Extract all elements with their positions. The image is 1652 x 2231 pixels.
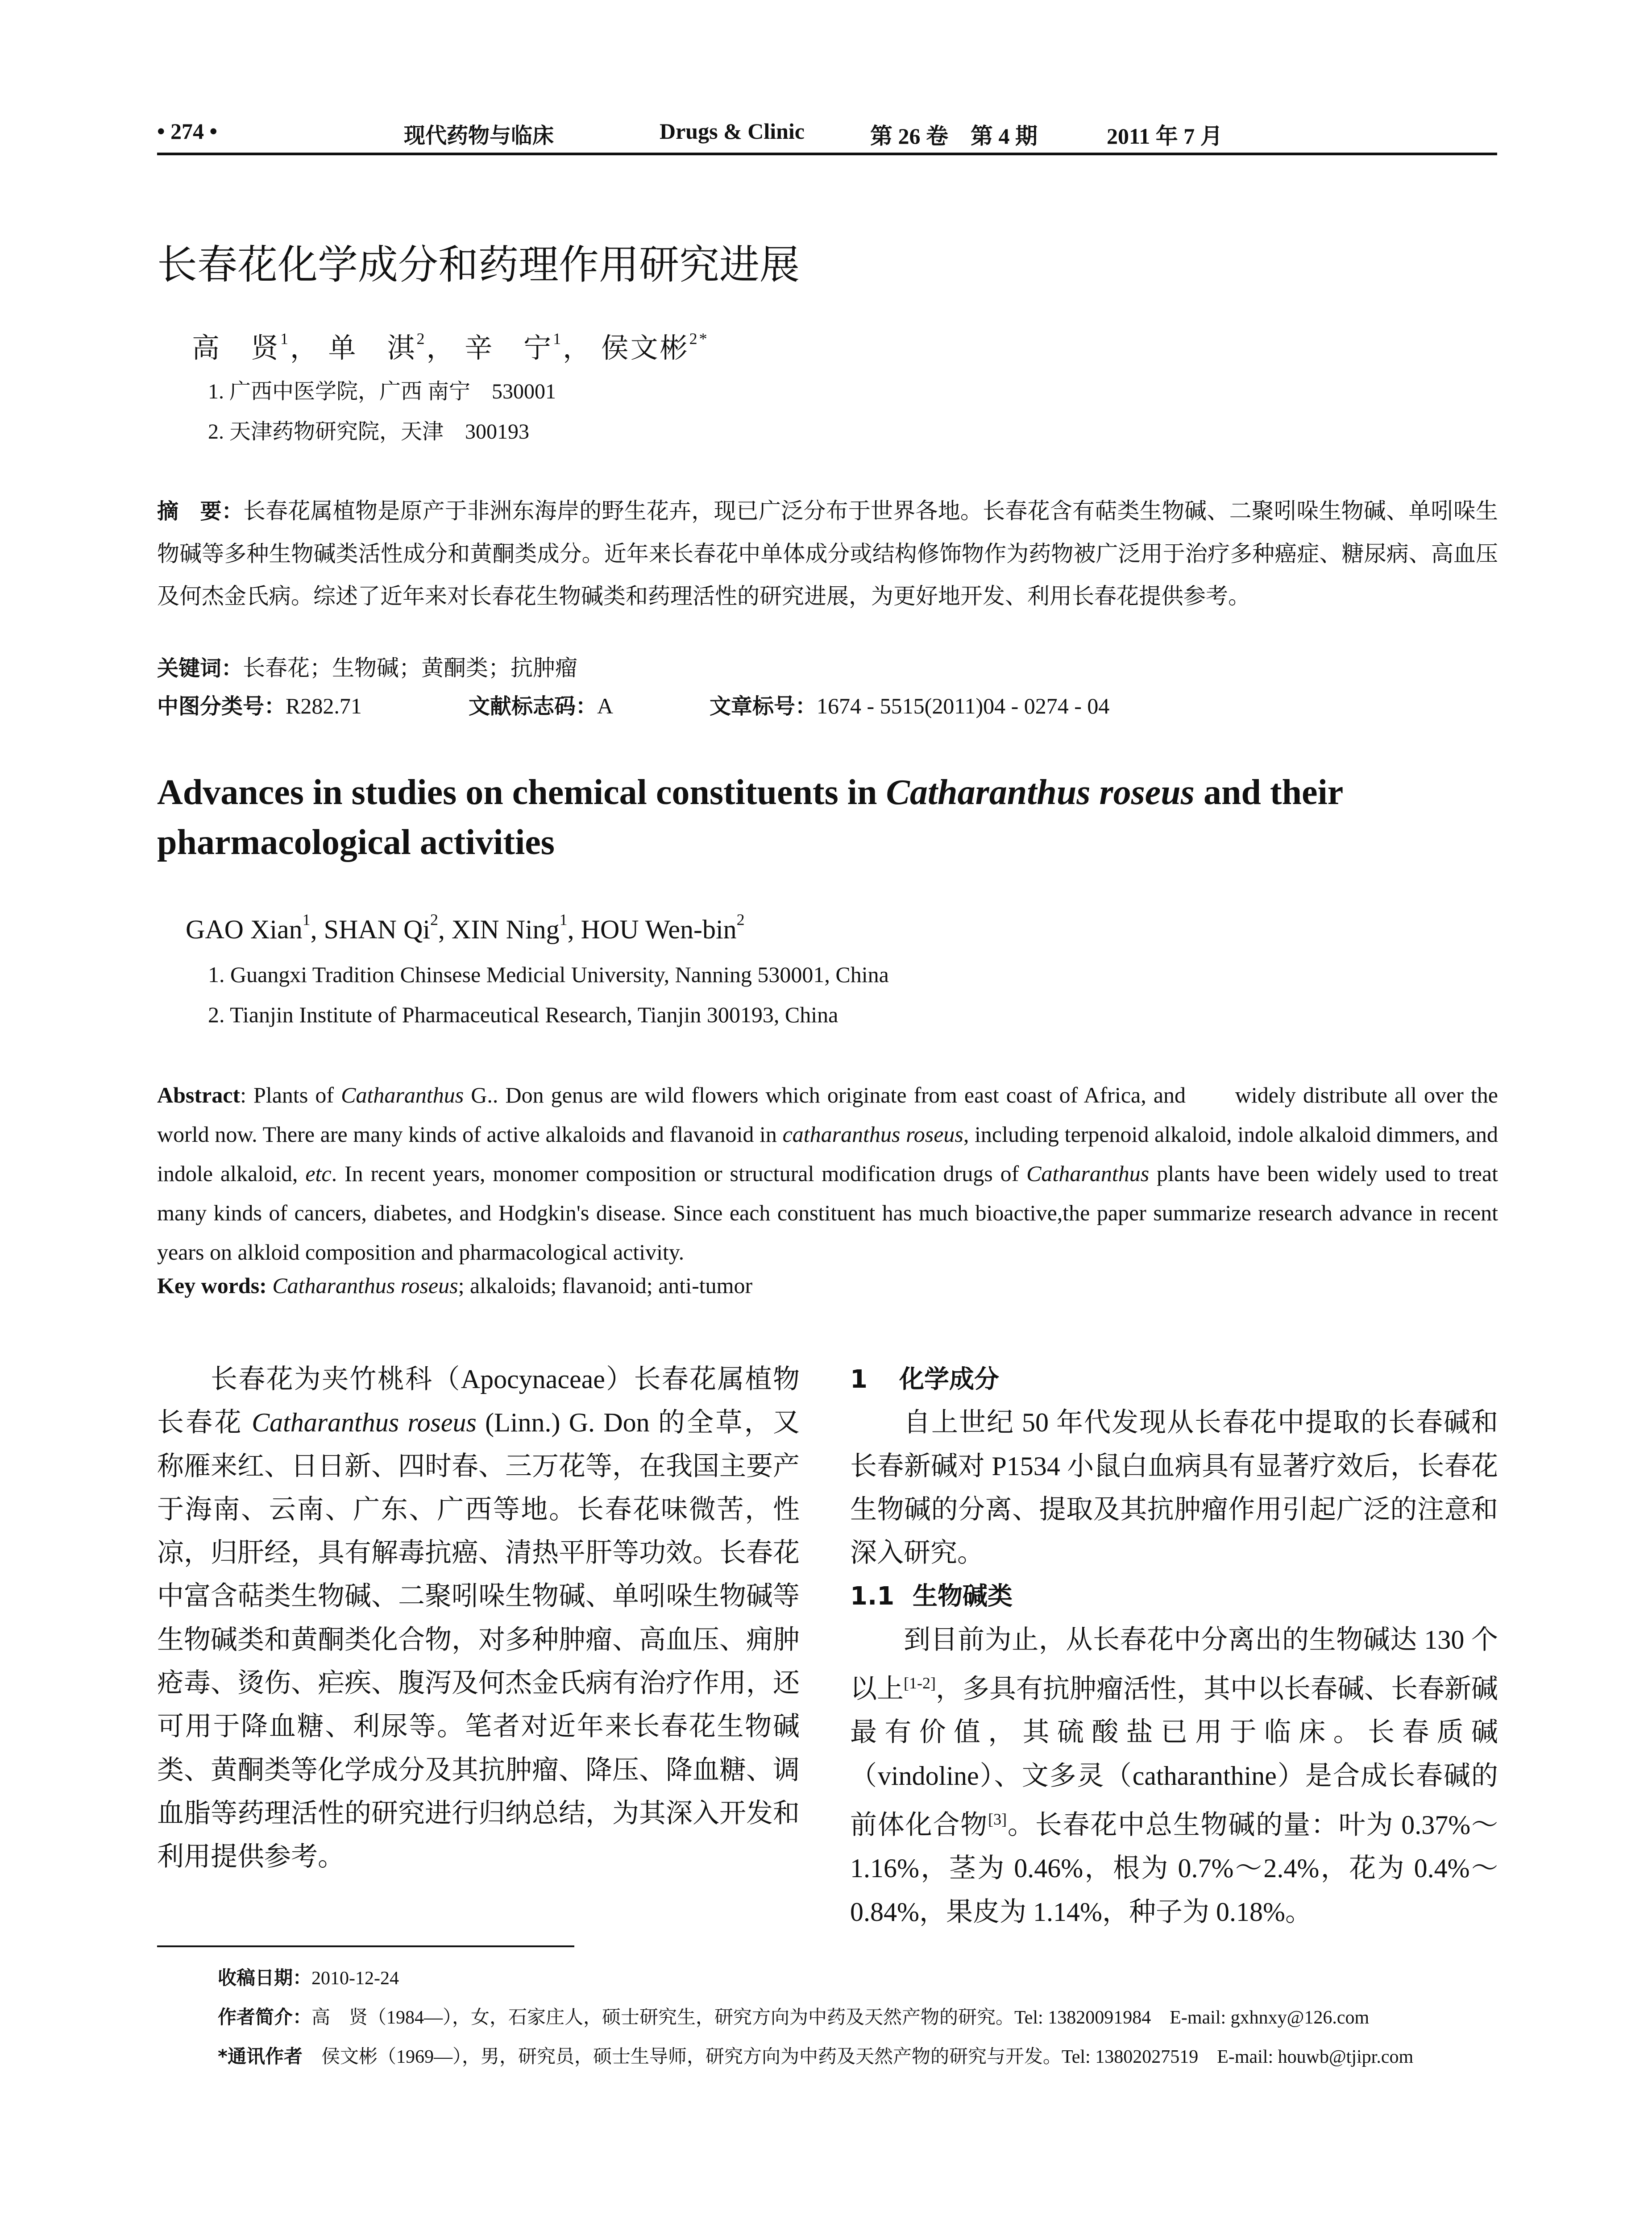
footnote-rule: [157, 1945, 574, 1947]
paragraph-text: ，多具有抗肿瘤活性，其中以长春碱、长春新碱最有价值，其硫酸盐已用于临床。长春质碱（vindoline）、文多灵（catharanthine）是合成长春碱的前体化合物: [850, 1674, 1498, 1840]
section-heading-1: [850, 1358, 1498, 1401]
title-en-text-end: and their pharmacological activities: [157, 773, 1343, 862]
abstract-en-italic: Catharanthus: [341, 1082, 464, 1107]
author-separator-en: ,: [310, 915, 324, 944]
abstract-en-italic: Catharanthus: [1026, 1161, 1150, 1186]
author-affil-mark-en: 1: [559, 911, 568, 929]
keywords-cn-text: 长春花；生物碱；黄酮类；抗肿瘤: [243, 655, 578, 680]
keywords-en-label: Key words:: [157, 1273, 267, 1298]
author-affil-mark: 1: [553, 330, 563, 348]
paragraph-text: 到目前为止，从长春花中分离出的生物碱达 130 个以上: [850, 1625, 1498, 1704]
article-id-label: 文章标号：: [710, 694, 817, 719]
article-title-en: [157, 767, 1498, 867]
abstract-en-italic: etc: [305, 1161, 332, 1186]
author-list-cn: [192, 326, 709, 365]
author-affil-mark-en: 2: [736, 911, 745, 929]
affiliation-cn-2: 2. 天津药物研究院，天津 300193: [208, 420, 530, 444]
journal-date: 2011 年 7 月: [1107, 124, 1223, 149]
footnote-received: [218, 1963, 399, 1990]
clc-value: R282.71: [286, 693, 362, 718]
author-name-en: SHAN Qi: [324, 915, 430, 944]
keywords-en: [157, 1273, 752, 1298]
keywords-en-species: Catharanthus roseus: [272, 1273, 458, 1298]
affiliation-en-2: 2. Tianjin Institute of Pharmaceutical Research, Tianjin 300193, China: [208, 1002, 838, 1027]
footnote-author: [218, 2003, 1369, 2029]
abstract-en: [157, 1075, 1498, 1272]
keywords-cn-label: 关键词：: [157, 656, 243, 681]
keywords-cn: [157, 647, 1498, 690]
author-name: 高 贤: [192, 333, 281, 364]
abstract-cn-text: 长春花属植物是原产于非洲东海岸的野生花卉，现已广泛分布于世界各地。长春花含有萜类生物碱、二聚吲哚生物碱、单吲哚生物碱等多种生物碱类活性成分和黄酮类成分。近年来长春花中单体成分或结构修饰物作为药物被广泛用于治疗多种癌症、糖尿病、高血压及何杰金氏病。综述了近年来对长春花生物碱类和药理活性的研究进展，为更好地开发、利用长春花提供参考。: [157, 498, 1498, 609]
subsection-number: 1.1: [850, 1582, 895, 1611]
footnote-text: 侯文彬（1969—），男，研究员，硕士生导师，研究方向为中药及天然产物的研究与开发。Tel: 13802027519 E-mail: houwb@tjipr.com: [321, 2047, 1414, 2067]
clc-number: [157, 689, 362, 720]
author-separator: ，: [563, 333, 593, 364]
section-paragraph: 自上世纪 50 年代发现从长春花中提取的长春碱和长春新碱对 P1534 小鼠白血病具有显著疗效后，长春花生物碱的分离、提取及其抗肿瘤作用引起广泛的注意和深入研究。: [850, 1408, 1498, 1568]
author-name-en: GAO Xian: [186, 915, 303, 944]
abstract-en-text: : Plants of: [240, 1082, 341, 1107]
document-code: [469, 689, 613, 720]
article-title-cn: 长春花化学成分和药理作用研究进展: [157, 241, 800, 288]
intro-text: 长春花为夹竹桃科（Apocynaceae）长春花属植物长春花: [157, 1364, 800, 1438]
abstract-en-text: plants have been widely used to treat many kinds of cancers, diabetes, and Hodgkin's disease. Since each constituent has much bioactive,the paper summarize research advance in recent years on alkloid composition and pharmacological activity.: [157, 1161, 1498, 1265]
footnote-correspondence: [218, 2042, 1413, 2069]
footnote-label: 作者简介：: [218, 2006, 312, 2028]
journal-name-cn: 现代药物与临床: [404, 123, 554, 148]
author-affil-mark: 1: [280, 330, 291, 348]
article-id-value: 1674 - 5515(2011)04 - 0274 - 04: [817, 693, 1110, 718]
journal-name-en: Drugs & Clinic: [660, 119, 805, 144]
title-en-species: Catharanthus roseus: [886, 773, 1195, 812]
author-name: 侯文彬: [601, 333, 689, 364]
paragraph-text: 。长春花中总生物碱的量：叶为 0.37%～1.16%，茎为 0.46%，根为 0.7%～2.4%，花为 0.4%～0.84%，果皮为 1.14%，种子为 0.18%。: [850, 1810, 1498, 1927]
abstract-cn: [157, 490, 1498, 618]
citation-ref: [3]: [988, 1810, 1007, 1828]
affiliation-en-1: 1. Guangxi Tradition Chinsese Medicial University, Nanning 530001, China: [208, 962, 889, 987]
author-affil-mark: 2*: [689, 330, 709, 348]
footnote-text: 2010-12-24: [311, 1968, 399, 1989]
abstract-en-text: G.. Don genus are wild flowers which originate from east coast of Africa, and widely distribute all over the world now. There are many kinds of active alkaloids and flavanoid in: [157, 1082, 1498, 1147]
abstract-en-text: , including terpenoid alkaloid, indole alkaloid dimmers, and indole alkaloid,: [157, 1122, 1498, 1186]
abstract-en-text: . In recent years, monomer composition or structural modification drugs of: [331, 1161, 1027, 1186]
affiliation-cn-1: 1. 广西中医学院，广西 南宁 530001: [208, 380, 556, 403]
intro-text: (Linn.) G. Don 的全草，又称雁来红、日日新、四时春、三万花等，在我国主要产于海南、云南、广东、广西等地。长春花味微苦，性凉，归肝经，具有解毒抗癌、清热平肝等功效。长春花中富含萜类生物碱、二聚吲哚生物碱、单吲哚生物碱等生物碱类和黄酮类化合物，对多种肿瘤、高血压、痈肿疮毒、烫伤、疟疾、腹泻及何杰金氏病有治疗作用，还可用于降血糖、利尿等。笔者对近年来长春花生物碱类、黄酮类等化学成分及其抗肿瘤、降压、降血糖、调血脂等药理活性的研究进行归纳总结，为其深入开发和利用提供参考。: [157, 1408, 800, 1872]
footnote-label: *通讯作者: [218, 2045, 303, 2067]
abstract-en-italic: catharanthus roseus: [782, 1122, 963, 1147]
author-affil-mark-en: 1: [302, 911, 311, 929]
author-name-en: HOU Wen-bin: [581, 915, 737, 944]
clc-label: 中图分类号：: [157, 694, 286, 719]
document-code-value: A: [597, 693, 614, 718]
author-separator: ，: [426, 333, 456, 364]
page-number: • 274 •: [157, 119, 218, 144]
footnote-label: 收稿日期：: [218, 1967, 312, 1989]
author-affil-mark: 2: [416, 330, 427, 348]
author-name: 单 淇: [328, 333, 417, 364]
section-title: 化学成分: [899, 1365, 999, 1394]
author-list-en: [186, 910, 745, 945]
header-rule: [157, 153, 1497, 155]
author-name: 辛 宁: [465, 333, 553, 364]
title-en-text: Advances in studies on chemical constituents in: [157, 773, 886, 812]
intro-species: Catharanthus roseus: [252, 1408, 477, 1438]
citation-ref: [1-2]: [904, 1674, 936, 1692]
abstract-en-label: Abstract: [157, 1082, 241, 1107]
author-name-en: XIN Ning: [451, 915, 560, 944]
author-separator-en: ,: [567, 915, 581, 944]
article-id: [710, 689, 1109, 720]
footnote-text: 高 贤（1984—），女，石家庄人，硕士研究生，研究方向为中药及天然产物的研究。Tel: 13820091984 E-mail: gxhnxy@126.com: [311, 2007, 1370, 2028]
subsection-paragraph: [850, 1618, 1498, 1934]
abstract-cn-label: 摘 要：: [157, 499, 243, 524]
author-affil-mark-en: 2: [430, 911, 438, 929]
document-code-label: 文献标志码：: [469, 694, 598, 719]
body-left-column: [157, 1358, 800, 1879]
journal-volume: 第 26 卷 第 4 期: [870, 124, 1038, 149]
subsection-heading-1-1: [850, 1575, 1498, 1618]
subsection-title: 生物碱类: [913, 1582, 1013, 1611]
author-separator-en: ,: [438, 915, 452, 944]
intro-paragraph: [157, 1358, 800, 1879]
author-separator: ，: [290, 333, 320, 364]
keywords-en-text: ; alkaloids; flavanoid; anti-tumor: [458, 1273, 753, 1298]
body-right-column: [850, 1358, 1498, 1934]
section-number: 1: [850, 1365, 868, 1394]
